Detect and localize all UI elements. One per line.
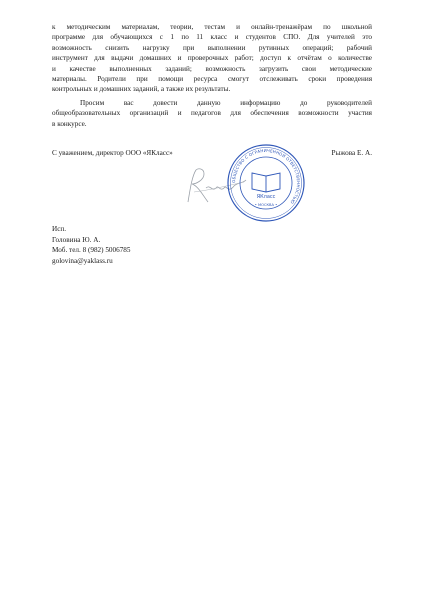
text-line: материалы. Родители при помощи ресурса смогут отслеживать сроки проведения (52, 75, 372, 84)
company-seal (226, 143, 306, 223)
closing-title: С уважением, директор ООО «ЯКласс» (52, 149, 173, 157)
seal-center-text: ЯКласс (256, 194, 276, 200)
contact-block (52, 224, 130, 266)
text-line: программе для обучающихся с 1 по 11 класс и студентов СПО. Для учителей это (52, 33, 372, 42)
text-line: и качестве выполненных заданий; возможность загрузить свои методические (52, 64, 372, 73)
text-line: возможность снизить нагрузку при выполнении рутинных операций; рабочий (52, 43, 372, 52)
text-line: к методическим материалам, теории, тестам и онлайн-тренажёрам по школьной (52, 23, 372, 31)
seal-bottom-text: • МОСКВА • (254, 203, 278, 207)
text-line: контрольных и домашних заданий, а также их результаты. (52, 85, 231, 94)
book-icon (252, 173, 280, 192)
text-line: в конкурсе. (52, 119, 87, 128)
contact-phone: Моб. тел. 8 (982) 5006785 (52, 246, 131, 255)
signer-name: Рыжова Е. А. (331, 149, 372, 157)
contact-label: Исп. (52, 225, 67, 233)
paragraph-request (52, 98, 372, 129)
text-line: Просим вас довести данную информацию до руководителей (80, 99, 372, 107)
contact-name: Головина Ю. А. (52, 235, 101, 244)
contact-email[interactable]: golovina@yaklass.ru (52, 256, 113, 265)
text-line: общеобразовательных организаций и педагогов для обеспечения возможности участия (52, 109, 372, 118)
paragraph-description (52, 22, 372, 95)
seal-ring-text: ОБЩЕСТВО С ОГРАНИЧЕННОЙ ОТВЕТСТВЕННОСТЬЮ (230, 147, 302, 205)
text-line: инструмент для выдачи домашних и проверочных работ; доступ к отчётам о количестве (52, 54, 372, 63)
